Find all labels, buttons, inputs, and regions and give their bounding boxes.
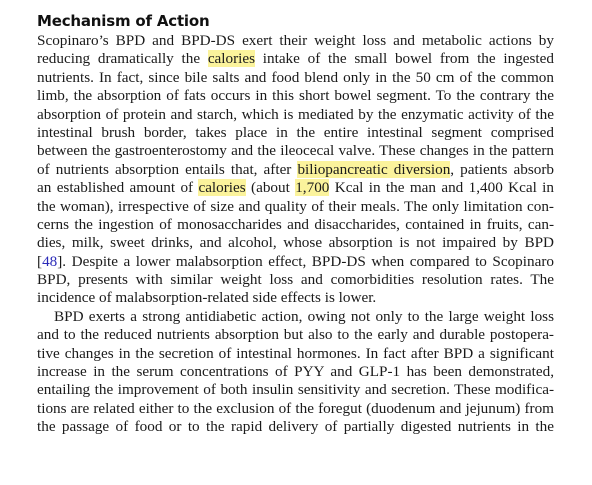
text-run: an established amount of	[37, 179, 199, 197]
text-line	[37, 142, 554, 160]
text-run: nutrients. In fact, since bile salts and food blend only in the 50 cm of the common	[37, 68, 554, 86]
text-run: reducing dramatically the	[37, 50, 208, 68]
text-run: entailing the improvement of both insulin sensitivity and secretion. These modifica-	[37, 381, 554, 399]
text-run: limb, the absorption of fats occurs in this short bowel segment. To the contrary the	[37, 87, 554, 105]
highlighted-number-1700[interactable]: 1,700	[295, 179, 330, 197]
text-run: (about	[245, 179, 296, 197]
text-line	[37, 381, 554, 399]
text-run: increase in the serum concentrations of PYY and GLP-1 has been demonstrated,	[37, 363, 554, 381]
text-line	[37, 216, 554, 234]
text-run: intestinal brush border, takes place in the entire intestinal segment comprised	[37, 123, 554, 141]
text-run: absorption of protein and starch, which is mediated by the enzymatic activity of the	[37, 105, 554, 123]
text-run: intake of the small bowel from the ingested	[255, 50, 554, 68]
text-run: Scopinaro’s BPD and BPD-DS exert their weight loss and metabolic actions by	[37, 32, 554, 49]
text-line	[37, 345, 554, 363]
text-run: between the gastroenterostomy and the ileocecal valve. These changes in the pattern	[37, 142, 554, 160]
text-run: BPD exerts a strong antidiabetic action, owing not only to the large weight loss	[54, 307, 554, 325]
text-line	[37, 400, 554, 418]
highlighted-term-calories[interactable]: calories	[207, 50, 256, 68]
text-line	[37, 253, 554, 271]
text-line	[37, 87, 554, 105]
text-run: tive changes in the secretion of intestinal hormones. In fact after BPD a significant	[37, 344, 554, 362]
paragraph-2	[37, 308, 554, 437]
text-line	[37, 271, 554, 289]
text-line	[37, 69, 554, 87]
text-run: cerns the ingestion of monosaccharides and disaccharides, contained in fruits, can-	[37, 215, 554, 233]
text-run: of nutrients absorption entails that, after	[37, 160, 298, 178]
text-run: , patients absorb	[450, 160, 554, 178]
text-line	[37, 179, 554, 197]
text-run: the passage of food or to the rapid delivery of partially digested nutrients in the	[37, 418, 554, 436]
text-run: BPD, presents with similar weight loss and comorbidities resolution rates. The	[37, 271, 554, 289]
text-line	[37, 234, 554, 252]
text-run: [	[37, 252, 43, 270]
document-page	[37, 12, 554, 437]
text-run: ]. Despite a lower malabsorption effect, BPD-DS when compared to Scopinaro	[57, 252, 554, 270]
text-line	[37, 289, 554, 307]
text-line	[37, 161, 554, 179]
text-line	[37, 326, 554, 344]
text-line	[37, 50, 554, 68]
text-run: dies, milk, sweet drinks, and alcohol, whose absorption is not impaired by BPD	[37, 234, 554, 252]
text-line	[37, 308, 554, 326]
citation-link-48[interactable]: 48	[42, 252, 58, 270]
highlighted-term-calories[interactable]: calories	[198, 179, 246, 197]
text-run: incidence of malabsorption-related side effects is lower.	[37, 289, 377, 307]
text-line	[37, 418, 554, 436]
text-run: and to the reduced nutrients absorption but also to the early and durable postopera-	[37, 326, 554, 344]
text-run: Kcal in the man and 1,400 Kcal in	[329, 179, 554, 197]
text-run: the woman), irrespective of size and quality of their meals. The only limitation con-	[37, 197, 554, 215]
paragraph-1	[37, 32, 554, 308]
text-run: tions are related either to the exclusion of the foregut (duodenum and jejunum) from	[37, 399, 554, 417]
text-line	[37, 363, 554, 381]
text-line	[37, 124, 554, 142]
text-line	[37, 198, 554, 216]
section-heading: Mechanism of Action	[37, 12, 210, 30]
text-line	[37, 32, 554, 50]
text-line	[37, 106, 554, 124]
highlighted-term-biliopancreatic-diversion[interactable]: biliopancreatic diversion	[297, 160, 451, 178]
